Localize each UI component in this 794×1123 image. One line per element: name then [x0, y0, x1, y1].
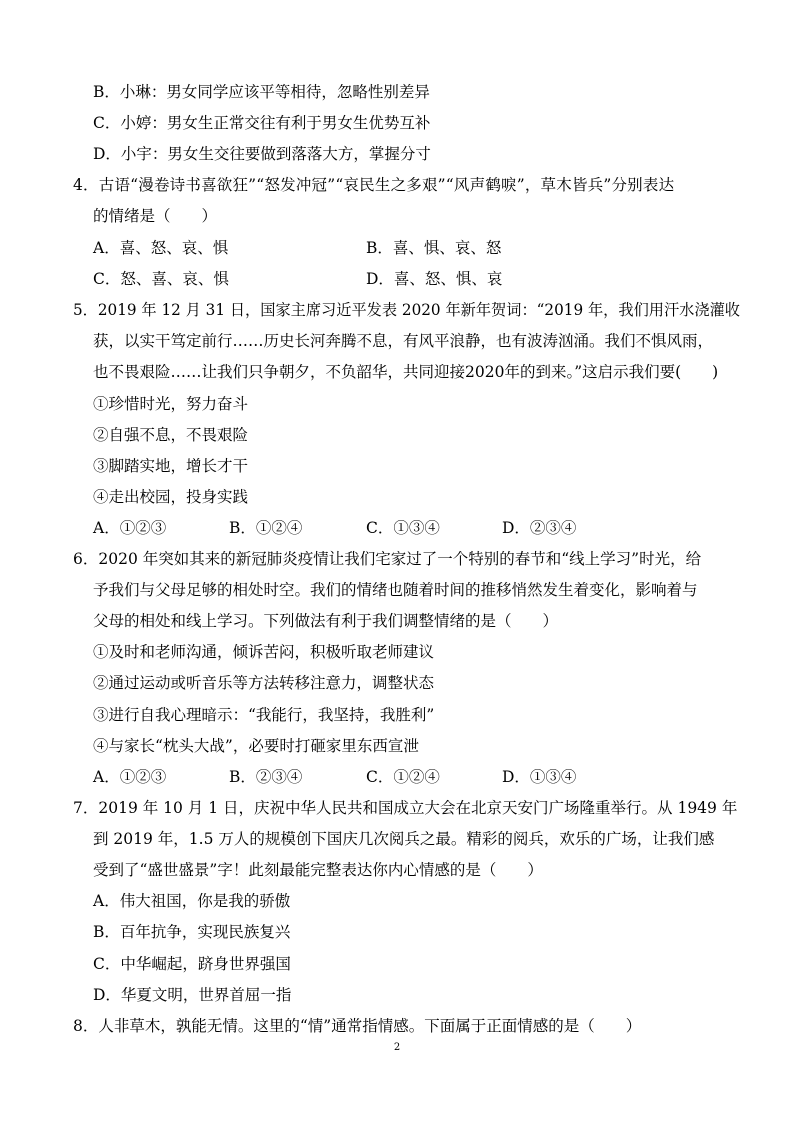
- q5-item-4: ④走出校园，投身实践: [93, 488, 249, 506]
- q8-stem-line-1: 8．人非草木，孰能无情。这里的“情”通常指情感。下面属于正面情感的是（ ）: [73, 1017, 642, 1035]
- q3-option-b: B．小琳：男女同学应该平等相待，忽略性别差异: [93, 83, 430, 101]
- q4-options-row-1: [0, 238, 794, 258]
- q4-stem-line-1: 4．古语“漫卷诗书喜欲狂”“怒发冲冠”“哀民生之多艰”“风声鹤唳”，草木皆兵”分别表达: [73, 176, 675, 194]
- q7-option-c: C．中华崛起，跻身世界强国: [93, 955, 291, 973]
- q4-option-a: A．喜、怒、哀、惧: [93, 239, 229, 257]
- q6-stem-line-1: 6．2020 年突如其来的新冠肺炎疫情让我们宅家过了一个特别的春节和“线上学习”时光，给: [73, 550, 702, 568]
- q3-option-d: D．小宇：男女生交往要做到落落大方，掌握分寸: [93, 145, 431, 163]
- q7-option-d: D．华夏文明，世界首屈一指: [93, 986, 292, 1004]
- q7-option-b: B．百年抗争，实现民族复兴: [93, 923, 291, 941]
- q5-option-d: D．②③④: [502, 519, 577, 537]
- q4-option-d: D．喜、怒、惧、哀: [366, 270, 503, 288]
- q5-options-row: [0, 518, 794, 538]
- q6-item-3: ③进行自我心理暗示：“我能行，我坚持，我胜利”: [93, 706, 435, 724]
- q7-stem-line-1: 7．2019 年 10 月 1 日，庆祝中华人民共和国成立大会在北京天安门广场隆重举行。从 1949 年: [73, 799, 738, 817]
- q6-option-b: B．②③④: [229, 768, 303, 786]
- q5-option-a: A．①②③: [93, 519, 167, 537]
- q4-stem-line-2: 的情绪是（ ）: [93, 207, 218, 225]
- page-number: 2: [393, 1042, 401, 1053]
- q6-stem-line-3: 父母的相处和线上学习。下列做法有利于我们调整情绪的是（ ）: [93, 612, 559, 630]
- q6-options-row: [0, 767, 794, 787]
- q6-item-2: ②通过运动或听音乐等方法转移注意力，调整状态: [93, 674, 435, 692]
- q5-item-2: ②自强不息，不畏艰险: [93, 426, 249, 444]
- q4-option-b: B．喜、惧、哀、怒: [366, 239, 502, 257]
- q6-option-a: A．①②③: [93, 768, 167, 786]
- q6-option-d: D．①③④: [502, 768, 577, 786]
- q6-item-4: ④与家长“枕头大战”，必要时打砸家里东西宣泄: [93, 737, 419, 755]
- q6-stem-line-2: 予我们与父母足够的相处时空。我们的情绪也随着时间的推移悄然发生着变化，影响着与: [93, 581, 698, 599]
- q7-option-a: A．伟大祖国，你是我的骄傲: [93, 892, 291, 910]
- q5-option-c: C．①③④: [366, 519, 440, 537]
- q6-item-1: ①及时和老师沟通，倾诉苦闷，积极听取老师建议: [93, 643, 435, 661]
- q5-option-b: B．①②④: [229, 519, 303, 537]
- q4-options-row-2: [0, 269, 794, 289]
- q4-option-c: C．怒、喜、哀、惧: [93, 270, 229, 288]
- q5-stem-line-1: 5．2019 年 12 月 31 日，国家主席习近平发表 2020 年新年贺词：“2019 年，我们用汗水浇灌收: [73, 301, 741, 319]
- q3-option-c: C．小婷：男女生正常交往有利于男女生优势互补: [93, 114, 431, 132]
- q5-item-1: ①珍惜时光，努力奋斗: [93, 395, 249, 413]
- q5-item-3: ③脚踏实地，增长才干: [93, 457, 249, 475]
- q5-stem-line-2: 获，以实干笃定前行……历史长河奔腾不息，有风平浪静，也有波涛汹涌。我们不惧风雨，: [93, 332, 714, 350]
- q7-stem-line-3: 受到了“盛世盛景”字！此刻最能完整表达你内心情感的是（ ）: [93, 861, 543, 879]
- q7-stem-line-2: 到 2019 年，1.5 万人的规模创下国庆几次阅兵之最。精彩的阅兵，欢乐的广场，让我们感: [93, 830, 715, 848]
- q5-stem-line-3: 也不畏艰险……让我们只争朝夕，不负韶华，共同迎接2020年的到来。”这启示我们要( ): [93, 363, 719, 381]
- q6-option-c: C．①②④: [366, 768, 440, 786]
